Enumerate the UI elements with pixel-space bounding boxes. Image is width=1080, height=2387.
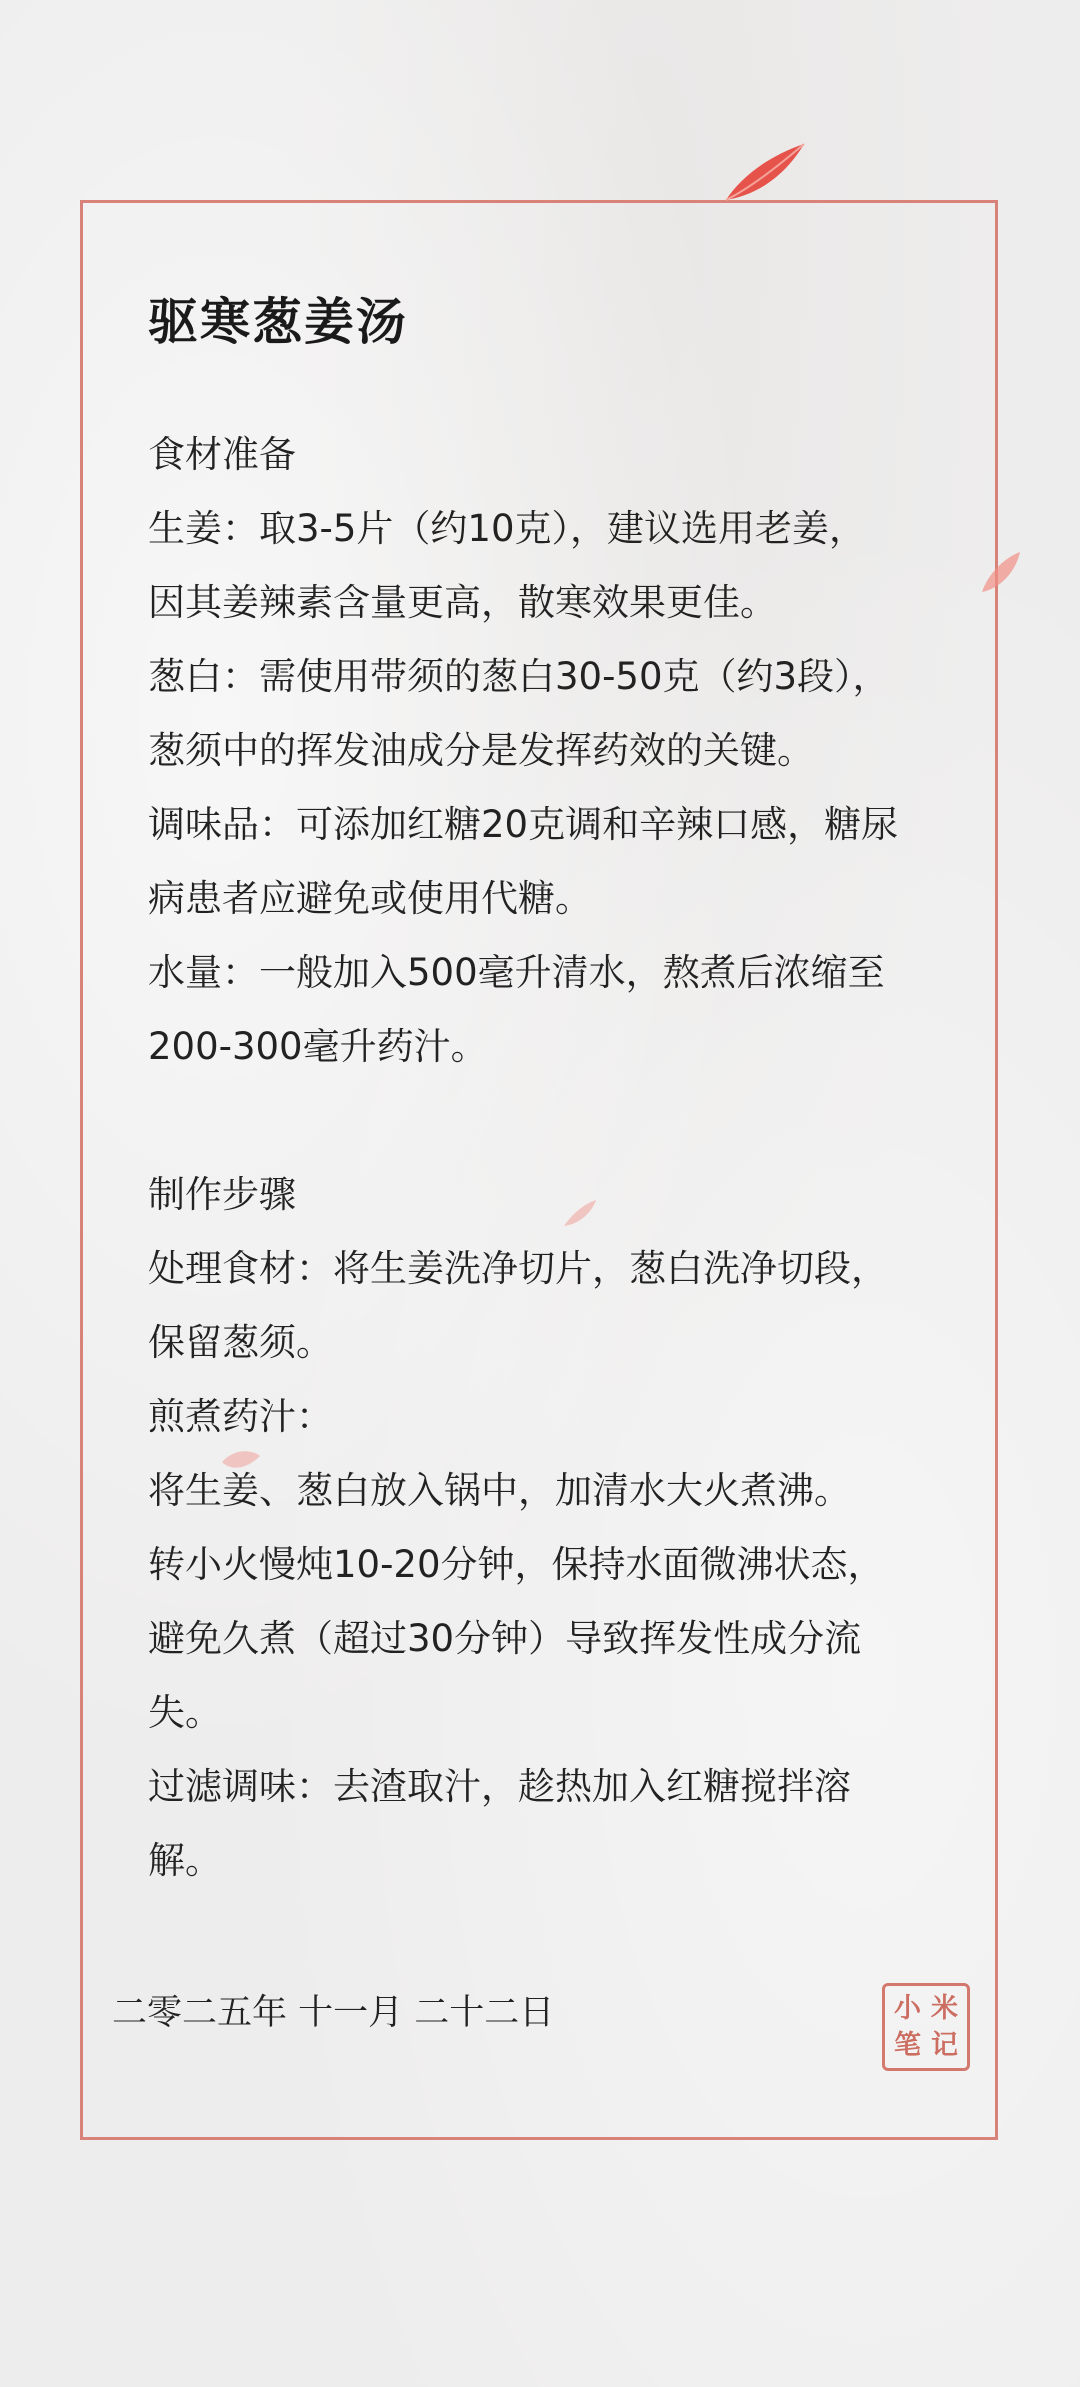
body-line: 保留葱须。 xyxy=(148,1321,333,1364)
body-line: 生姜：取3-5片（约10克），建议选用老姜， xyxy=(148,507,867,550)
section-heading-steps: 制作步骤 xyxy=(148,1173,296,1216)
body-line: 转小火慢炖10-20分钟，保持水面微沸状态， xyxy=(148,1543,885,1586)
seal-char: 记 xyxy=(931,2030,958,2061)
body-line: 煎煮药汁： xyxy=(148,1395,333,1438)
seal-char: 笔 xyxy=(894,2030,921,2061)
note-date: 二零二五年 十一月 二十二日 xyxy=(112,1993,555,2033)
body-line: 葱须中的挥发油成分是发挥药效的关键。 xyxy=(148,729,814,772)
body-line: 解。 xyxy=(148,1839,222,1882)
note-body xyxy=(148,418,948,1898)
body-line: 处理食材：将生姜洗净切片，葱白洗净切段， xyxy=(148,1247,888,1290)
section-heading-ingredients: 食材准备 xyxy=(148,433,296,476)
body-line: 因其姜辣素含量更高，散寒效果更佳。 xyxy=(148,581,777,624)
blank-line xyxy=(148,1084,948,1158)
seal-stamp-logo xyxy=(882,1983,970,2071)
note-title: 驱寒葱姜汤 xyxy=(148,293,408,351)
body-line: 避免久煮（超过30分钟）导致挥发性成分流 xyxy=(148,1617,862,1660)
seal-char: 小 xyxy=(894,1993,921,2024)
body-line: 病患者应避免或使用代糖。 xyxy=(148,877,592,920)
body-line: 将生姜、葱白放入锅中，加清水大火煮沸。 xyxy=(148,1469,851,1512)
body-line: 200-300毫升药汁。 xyxy=(148,1025,488,1068)
petal-decoration-top xyxy=(720,138,810,208)
body-line: 水量：一般加入500毫升清水，熬煮后浓缩至 xyxy=(148,951,885,994)
seal-char: 米 xyxy=(931,1993,958,2024)
body-line: 过滤调味：去渣取汁，趁热加入红糖搅拌溶 xyxy=(148,1765,851,1808)
body-line: 失。 xyxy=(148,1691,222,1734)
body-line: 调味品：可添加红糖20克调和辛辣口感，糖尿 xyxy=(148,803,899,846)
body-line: 葱白：需使用带须的葱白30-50克（约3段）， xyxy=(148,655,890,698)
petal-decoration-right xyxy=(978,548,1024,598)
